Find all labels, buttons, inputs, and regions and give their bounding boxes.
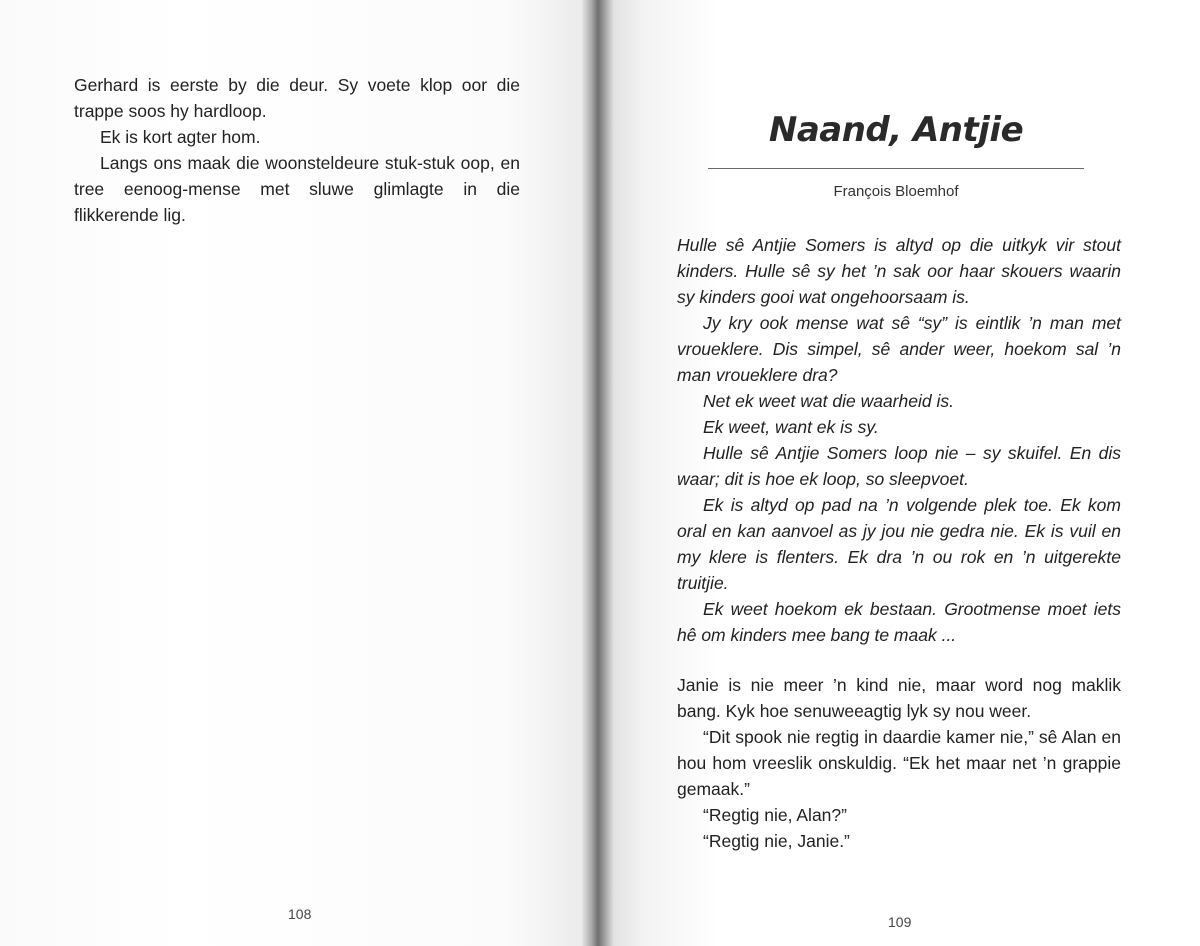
paragraph: Ek is altyd op pad na ’n volgende plek toe. Ek kom oral en kan aanvoel as jy jou nie gedra nie. Ek is vuil en my klere is flenters. Ek dra ’n ou rok en ’n uitgerekte truitjie. [677,495,1121,593]
paragraph: Hulle sê Antjie Somers loop nie – sy skuifel. En dis waar; dit is hoe ek loop, so sleepvoet. [677,443,1121,489]
paragraph: Ek is kort agter hom. [100,127,261,147]
paragraph: Ek weet hoekom ek bestaan. Grootmense moet iets hê om kinders mee bang te maak ... [677,599,1121,645]
paragraph: Hulle sê Antjie Somers is altyd op die uitkyk vir stout kinders. Hulle sê sy het ’n sak oor haar skouers waarin sy kinders gooi wat ongehoorsaam is. [677,235,1121,307]
story-author: François Bloemhof [833,183,959,200]
page-number-right: 109 [888,914,912,930]
paragraph: “Regtig nie, Janie.” [703,831,850,851]
page-number-left: 108 [288,906,312,922]
book-gutter [582,0,614,946]
paragraph: Ek weet, want ek is sy. [703,417,879,437]
italic-prologue [677,232,1121,648]
paragraph: Gerhard is eerste by die deur. Sy voete klop oor die trappe soos hy hardloop. [74,75,520,121]
paragraph: “Dit spook nie regtig in daardie kamer nie,” sê Alan en hou hom vreeslik onskuldig. “Ek het maar net ’n grappie gemaak.” [677,727,1121,799]
paragraph: Langs ons maak die woonsteldeure stuk-stuk oop, en tree eenoog-mense met sluwe glimlagte in die flikkerende lig. [74,153,520,225]
paragraph: “Regtig nie, Alan?” [703,805,847,825]
paragraph: Janie is nie meer ’n kind nie, maar word nog maklik bang. Kyk hoe senuweeagtig lyk sy nou weer. [677,675,1121,721]
title-divider [708,168,1084,169]
left-page-text [74,72,520,228]
story-title: Naand, Antjie [768,110,1024,150]
paragraph: Net ek weet wat die waarheid is. [703,391,954,411]
left-page [0,0,596,946]
story-body [677,672,1121,854]
paragraph: Jy kry ook mense wat sê “sy” is eintlik ’n man met vroueklere. Dis simpel, sê ander weer, hoekom sal ’n man vroueklere dra? [677,313,1121,385]
